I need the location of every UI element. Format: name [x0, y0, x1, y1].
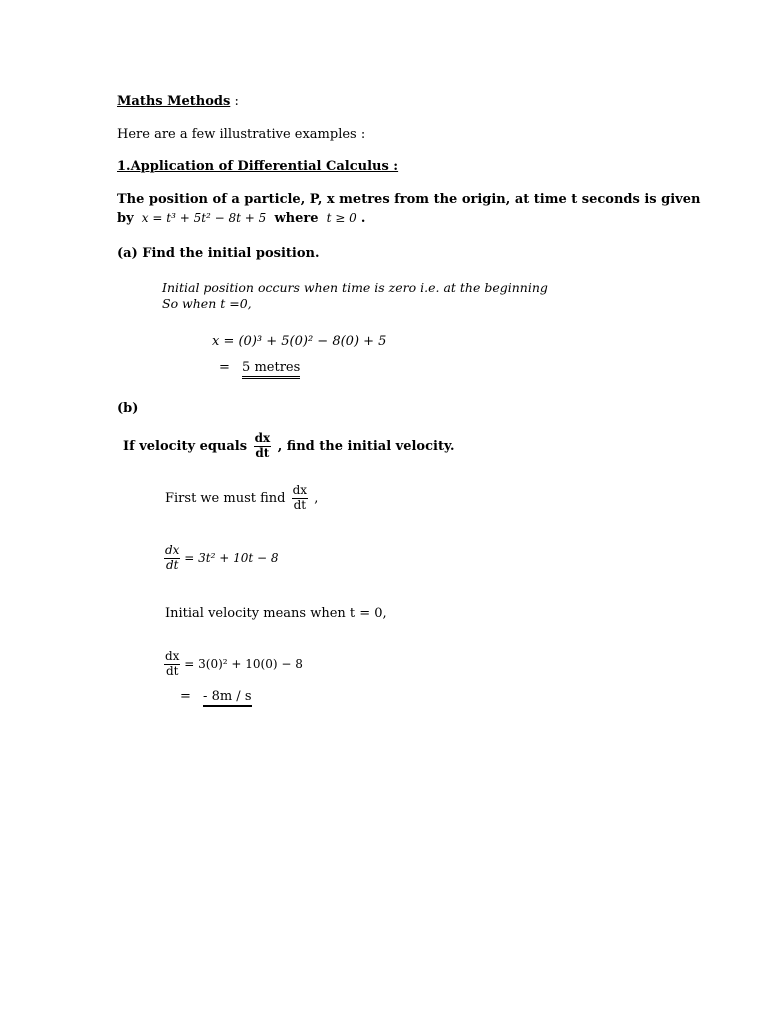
problem-end: . [360, 211, 366, 226]
part-a-calc: x = (0)³ + 5(0)² − 8(0) + 5 [212, 334, 387, 349]
part-a-note1: Initial position occurs when time is zero i.e. at the beginning [162, 280, 548, 295]
part-a-note2: So when t =0, [162, 296, 252, 311]
part-b-calc-rhs: = 3(0)² + 10(0) − 8 [184, 656, 303, 671]
part-b-step1 [165, 484, 318, 513]
problem-line2 [117, 211, 365, 227]
part-b-q-den: dt [255, 445, 270, 460]
part-b-result: - 8m / s [203, 689, 251, 707]
part-b-q-prefix: If velocity equals [123, 438, 248, 454]
part-b-label: (b) [117, 401, 139, 416]
problem-equation: x = t³ + 5t² − 8t + 5 [141, 211, 267, 225]
part-a-eq: = [219, 360, 230, 375]
problem-where: where [274, 211, 319, 226]
part-b-deriv-fraction [164, 544, 180, 573]
problem-by: by [117, 211, 134, 226]
part-b-calc [164, 650, 303, 679]
part-b-q-suffix: , find the initial velocity. [277, 438, 455, 454]
part-b-calc-fraction [164, 650, 180, 679]
part-a-label: (a) Find the initial position. [117, 246, 320, 261]
part-a-result-line [219, 360, 300, 376]
part-b-step1-suffix: , [314, 490, 319, 506]
problem-line1 [117, 192, 700, 208]
part-b-calc-num: dx [165, 649, 180, 663]
part-b-step1-fraction [292, 484, 308, 513]
part-b-step1-num: dx [292, 483, 308, 497]
part-b-calc-den: dt [165, 663, 179, 678]
heading-suffix: : [230, 94, 239, 109]
part-b-derivative [164, 544, 279, 573]
page-heading [117, 94, 239, 110]
part-a-result: 5 metres [242, 360, 300, 379]
part-b-deriv-rhs: = 3t² + 10t − 8 [184, 550, 279, 565]
part-b-deriv-num: dx [165, 543, 180, 557]
part-b-eq: = [180, 689, 191, 704]
part-b-step2: Initial velocity means when t = 0, [165, 606, 387, 621]
part-b-q-fraction [254, 432, 272, 461]
problem-text: The position of a particle, P, x metres from the origin, at time t seconds is given [117, 192, 701, 207]
part-b-question [123, 432, 455, 461]
problem-condition: t ≥ 0 [326, 211, 357, 225]
intro-text: Here are a few illustrative examples : [117, 127, 366, 142]
part-b-step1-den: dt [293, 497, 307, 512]
part-b-deriv-den: dt [165, 557, 179, 572]
heading-title: Maths Methods [117, 94, 231, 109]
part-b-step1-prefix: First we must find [165, 490, 286, 506]
section-title: 1.Application of Differential Calculus : [117, 159, 399, 174]
part-b-result-line [180, 689, 252, 705]
part-b-q-num: dx [254, 431, 271, 445]
